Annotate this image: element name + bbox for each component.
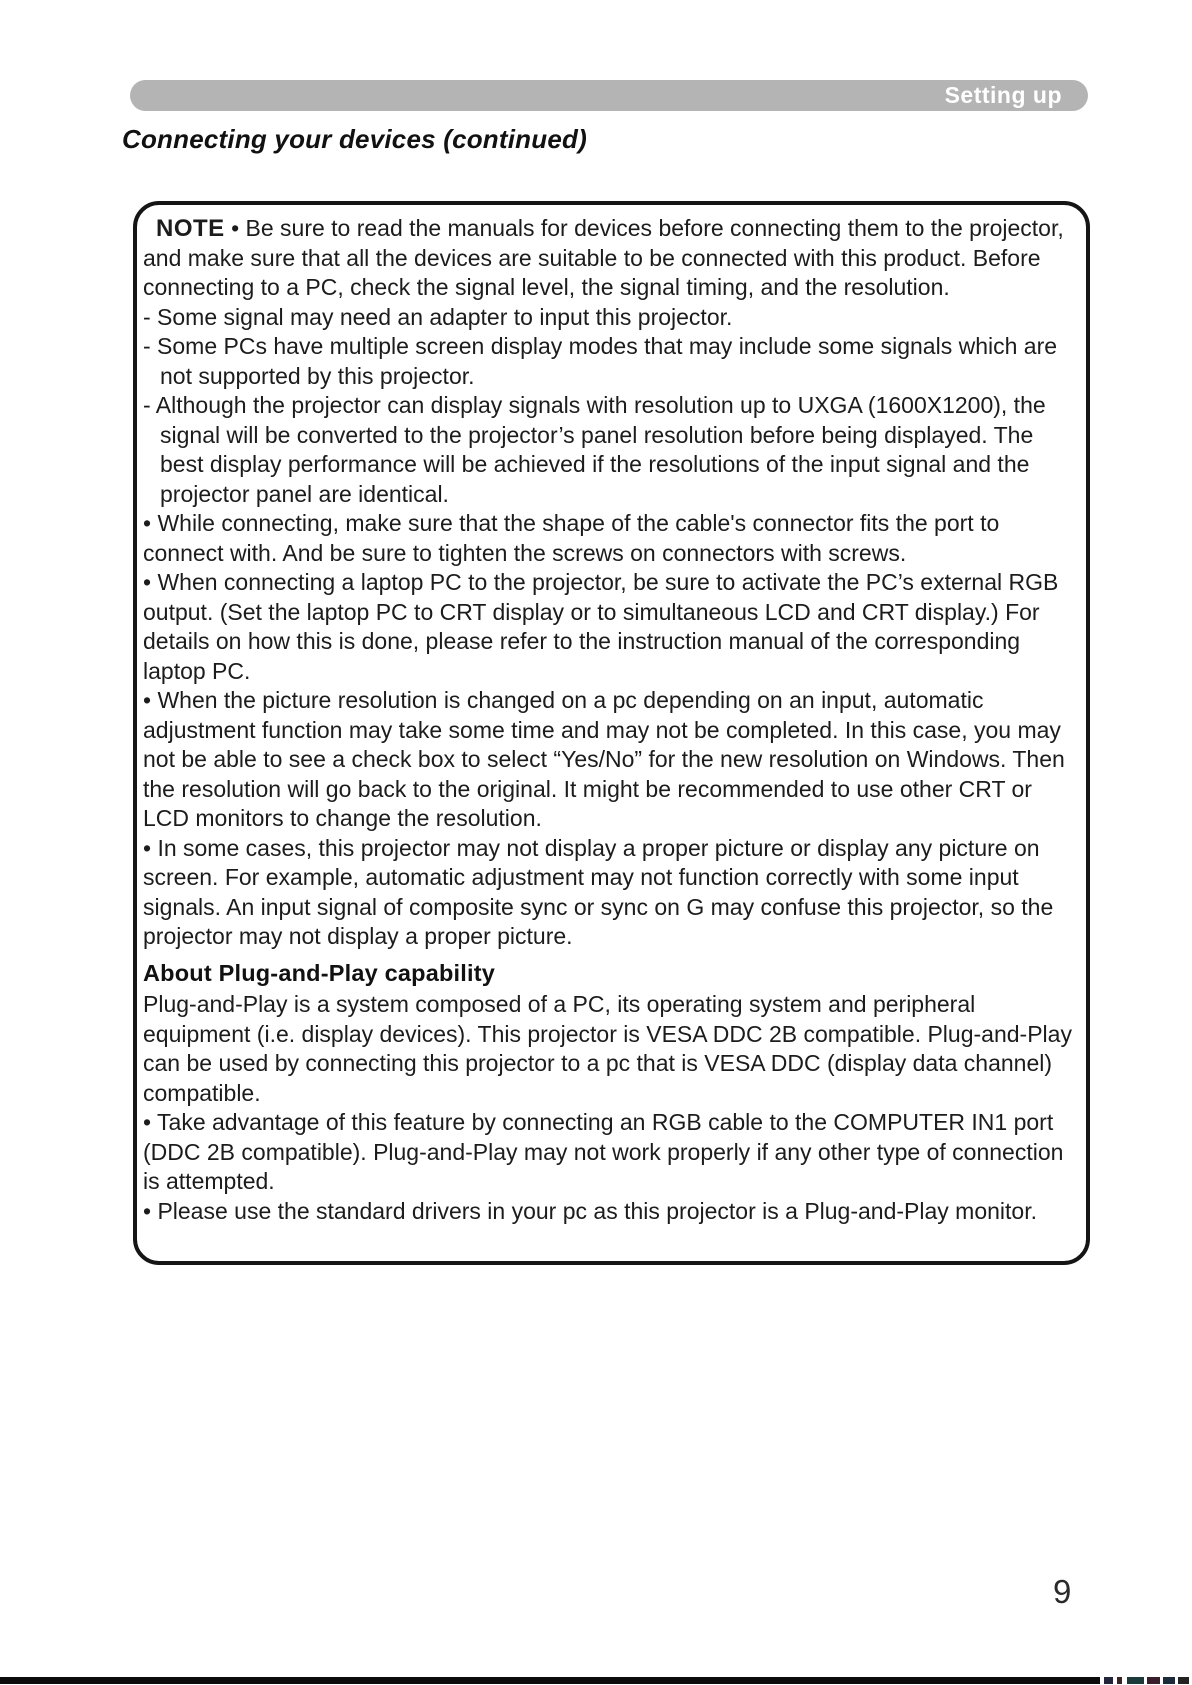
note-item-bullet-sync: • In some cases, this projector may not display a proper picture or display any picture on screen. For example, automatic adjustment may not function correctly with some input signals. An input signal of composite sync or sync on G may confuse this projector, so the projector may not display a proper picture. xyxy=(143,834,1054,949)
page-number: 9 xyxy=(1053,1573,1072,1610)
page-title: Connecting your devices (continued) xyxy=(122,124,587,154)
note-item-bullet-connector: • While connecting, make sure that the shape of the cable's connector fits the port to connect with. And be sure to tighten the screws on connectors with screws. xyxy=(143,510,1000,566)
note-intro-text: • Be sure to read the manuals for devices before connecting them to the projector, and make sure that all the devices are suitable to be connected with this product. Before connecting to a PC, check the signal level, the signal timing, and the resolution. xyxy=(143,215,1064,300)
plug-and-play-subheading: About Plug-and-Play capability xyxy=(143,959,496,986)
section-header-label: Setting up xyxy=(944,82,1062,108)
scan-artifact xyxy=(1178,1677,1189,1684)
plug-item-description: Plug-and-Play is a system composed of a PC, its operating system and peripheral equipment (i.e. display devices). This projector is VESA DDC 2B compatible. Plug-and-Play can be used by connecting this projector to a pc that is VESA DDC (display data channel) compatible. xyxy=(143,991,1072,1106)
note-item-bullet-laptop: • When connecting a laptop PC to the projector, be sure to activate the PC’s external RGB output. (Set the laptop PC to CRT display or to simultaneous LCD and CRT display.) For details on how this is done, please refer to the instruction manual of the corresponding laptop PC. xyxy=(143,569,1059,684)
note-item-dash-uxga: - Although the projector can display signals with resolution up to UXGA (1600X1200), the signal will be converted to the projector’s panel resolution before being displayed. The best display performance will be achieved if the resolutions of the input signal and the projector panel are identical. xyxy=(143,392,1046,507)
note-item-dash-adapter: - Some signal may need an adapter to input this projector. xyxy=(143,303,733,330)
scan-artifact xyxy=(1163,1677,1175,1684)
scan-artifact xyxy=(1104,1677,1113,1684)
scan-artifact xyxy=(1117,1677,1122,1684)
note-box xyxy=(133,201,1090,1265)
note-label: NOTE xyxy=(156,215,225,242)
plug-item-bullet-rgb: • Take advantage of this feature by connecting an RGB cable to the COMPUTER IN1 port (DDC 2B compatible). Plug-and-Play may not work properly if any other type of connection is attempted. xyxy=(143,1109,1064,1194)
footer-rule xyxy=(0,1677,1100,1684)
note-item-bullet-resolution: • When the picture resolution is changed on a pc depending on an input, automatic adjustment function may take some time and may not be completed. In this case, you may not be able to see a check box to select “Yes/No” for the new resolution on Windows. Then the resolution will go back to the original. It might be recommended to use other CRT or LCD monitors to change the resolution. xyxy=(143,687,1065,831)
scan-artifact xyxy=(1147,1677,1160,1684)
plug-item-bullet-drivers: • Please use the standard drivers in your pc as this projector is a Plug-and-Play monitor. xyxy=(143,1197,1037,1224)
note-intro-paragraph xyxy=(143,214,1080,303)
section-header-band xyxy=(130,80,1088,111)
scan-artifact xyxy=(1127,1677,1144,1684)
note-item-dash-display-modes: - Some PCs have multiple screen display modes that may include some signals which are not supported by this projector. xyxy=(143,333,1058,389)
